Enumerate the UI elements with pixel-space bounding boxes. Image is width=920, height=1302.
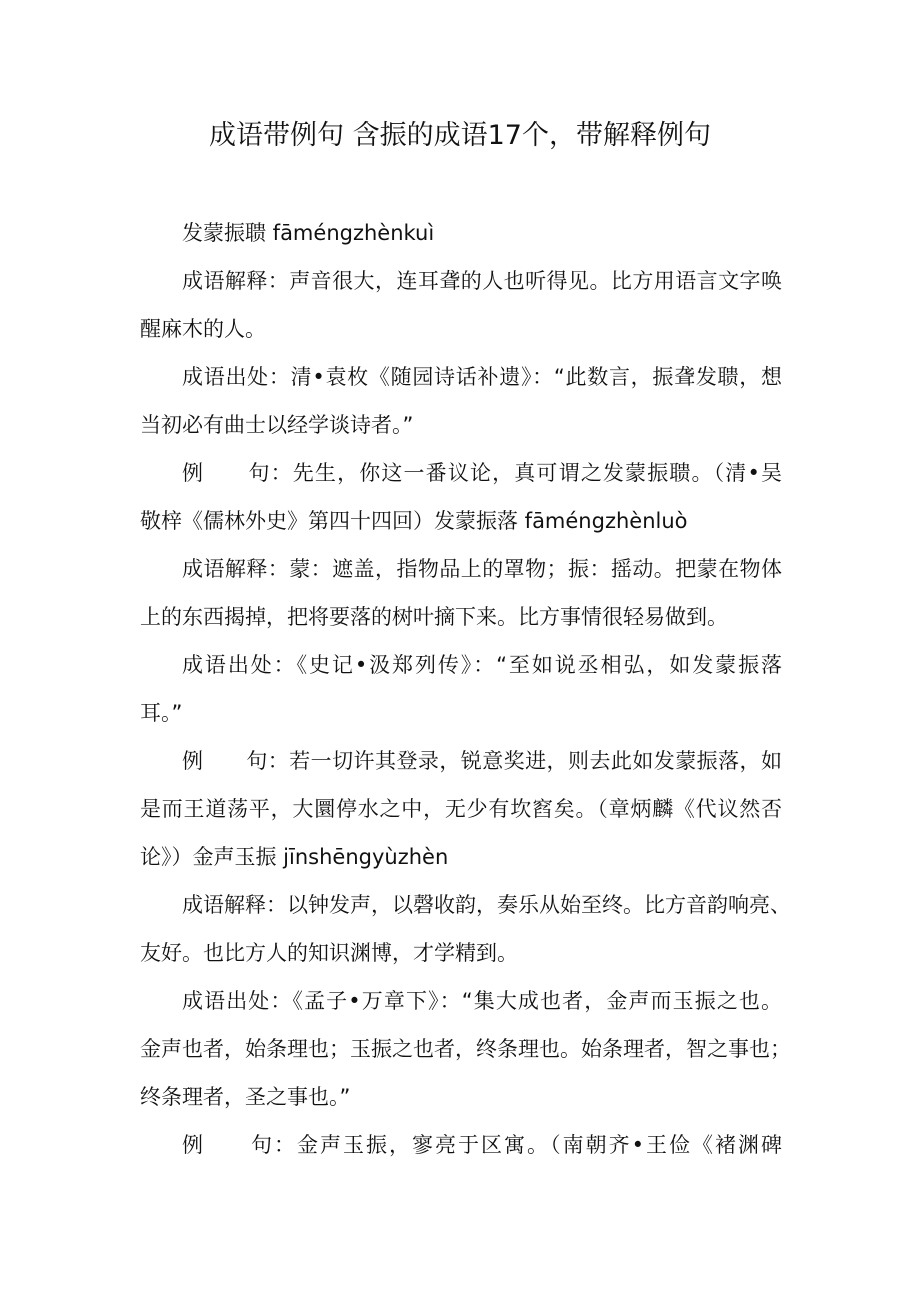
text-line: 金声也者，始条理也；玉振之也者，终条理也。始条理者，智之事也； bbox=[140, 1037, 791, 1061]
text-line: 成语出处：《孟子•万章下》：“集大成也者，金声而玉振之也。 bbox=[182, 989, 782, 1013]
text-line: 敬梓《儒林外史》第四十四回）发蒙振落 fāméngzhènluò bbox=[140, 509, 688, 533]
text-line: 论》）金声玉振 jīnshēngyùzhèn bbox=[140, 845, 449, 869]
text-line: 上的东西揭掉，把将要落的树叶摘下来。比方事情很轻易做到。 bbox=[140, 605, 728, 629]
text-line: 耳。” bbox=[140, 701, 183, 725]
text-line: 成语出处：《史记•汲郑列传》：“至如说丞相弘，如发蒙振落 bbox=[182, 653, 782, 677]
text-line: 是而王道荡平，大圜停水之中，无少有坎窞矣。（章炳麟《代议然否 bbox=[140, 797, 782, 821]
text-line: 终条理者，圣之事也。” bbox=[140, 1085, 351, 1109]
idiom-heading: 发蒙振聩 fāméngzhènkuì bbox=[182, 221, 435, 245]
text-line: 成语解释：蒙：遮盖，指物品上的罩物；振：摇动。把蒙在物体 bbox=[182, 557, 782, 581]
text-line: 成语解释：以钟发声，以磬收韵，奏乐从始至终。比方音韵响亮、 bbox=[182, 893, 791, 917]
text-line: 醒麻木的人。 bbox=[140, 317, 266, 341]
document-title: 成语带例句 含振的成语17个，带解释例句 bbox=[209, 120, 711, 151]
text-line: 当初必有曲士以经学谈诗者。” bbox=[140, 413, 414, 437]
text-line: 友好。也比方人的知识渊博，才学精到。 bbox=[140, 941, 518, 965]
text-line: 成语解释：声音很大，连耳聋的人也听得见。比方用语言文字唤 bbox=[182, 269, 782, 293]
text-line: 例 句：金声玉振，寥亮于区寓。（南朝齐•王俭《褚渊碑 bbox=[182, 1133, 782, 1157]
text-line: 成语出处：清•袁枚《随园诗话补遗》：“此数言，振聋发聩，想 bbox=[182, 365, 782, 389]
document-body bbox=[140, 209, 791, 1169]
text-line: 例 句：若一切许其登录，锐意奖进，则去此如发蒙振落，如 bbox=[182, 749, 782, 773]
text-line: 例 句：先生，你这一番议论，真可谓之发蒙振聩。（清•吴 bbox=[182, 461, 782, 485]
